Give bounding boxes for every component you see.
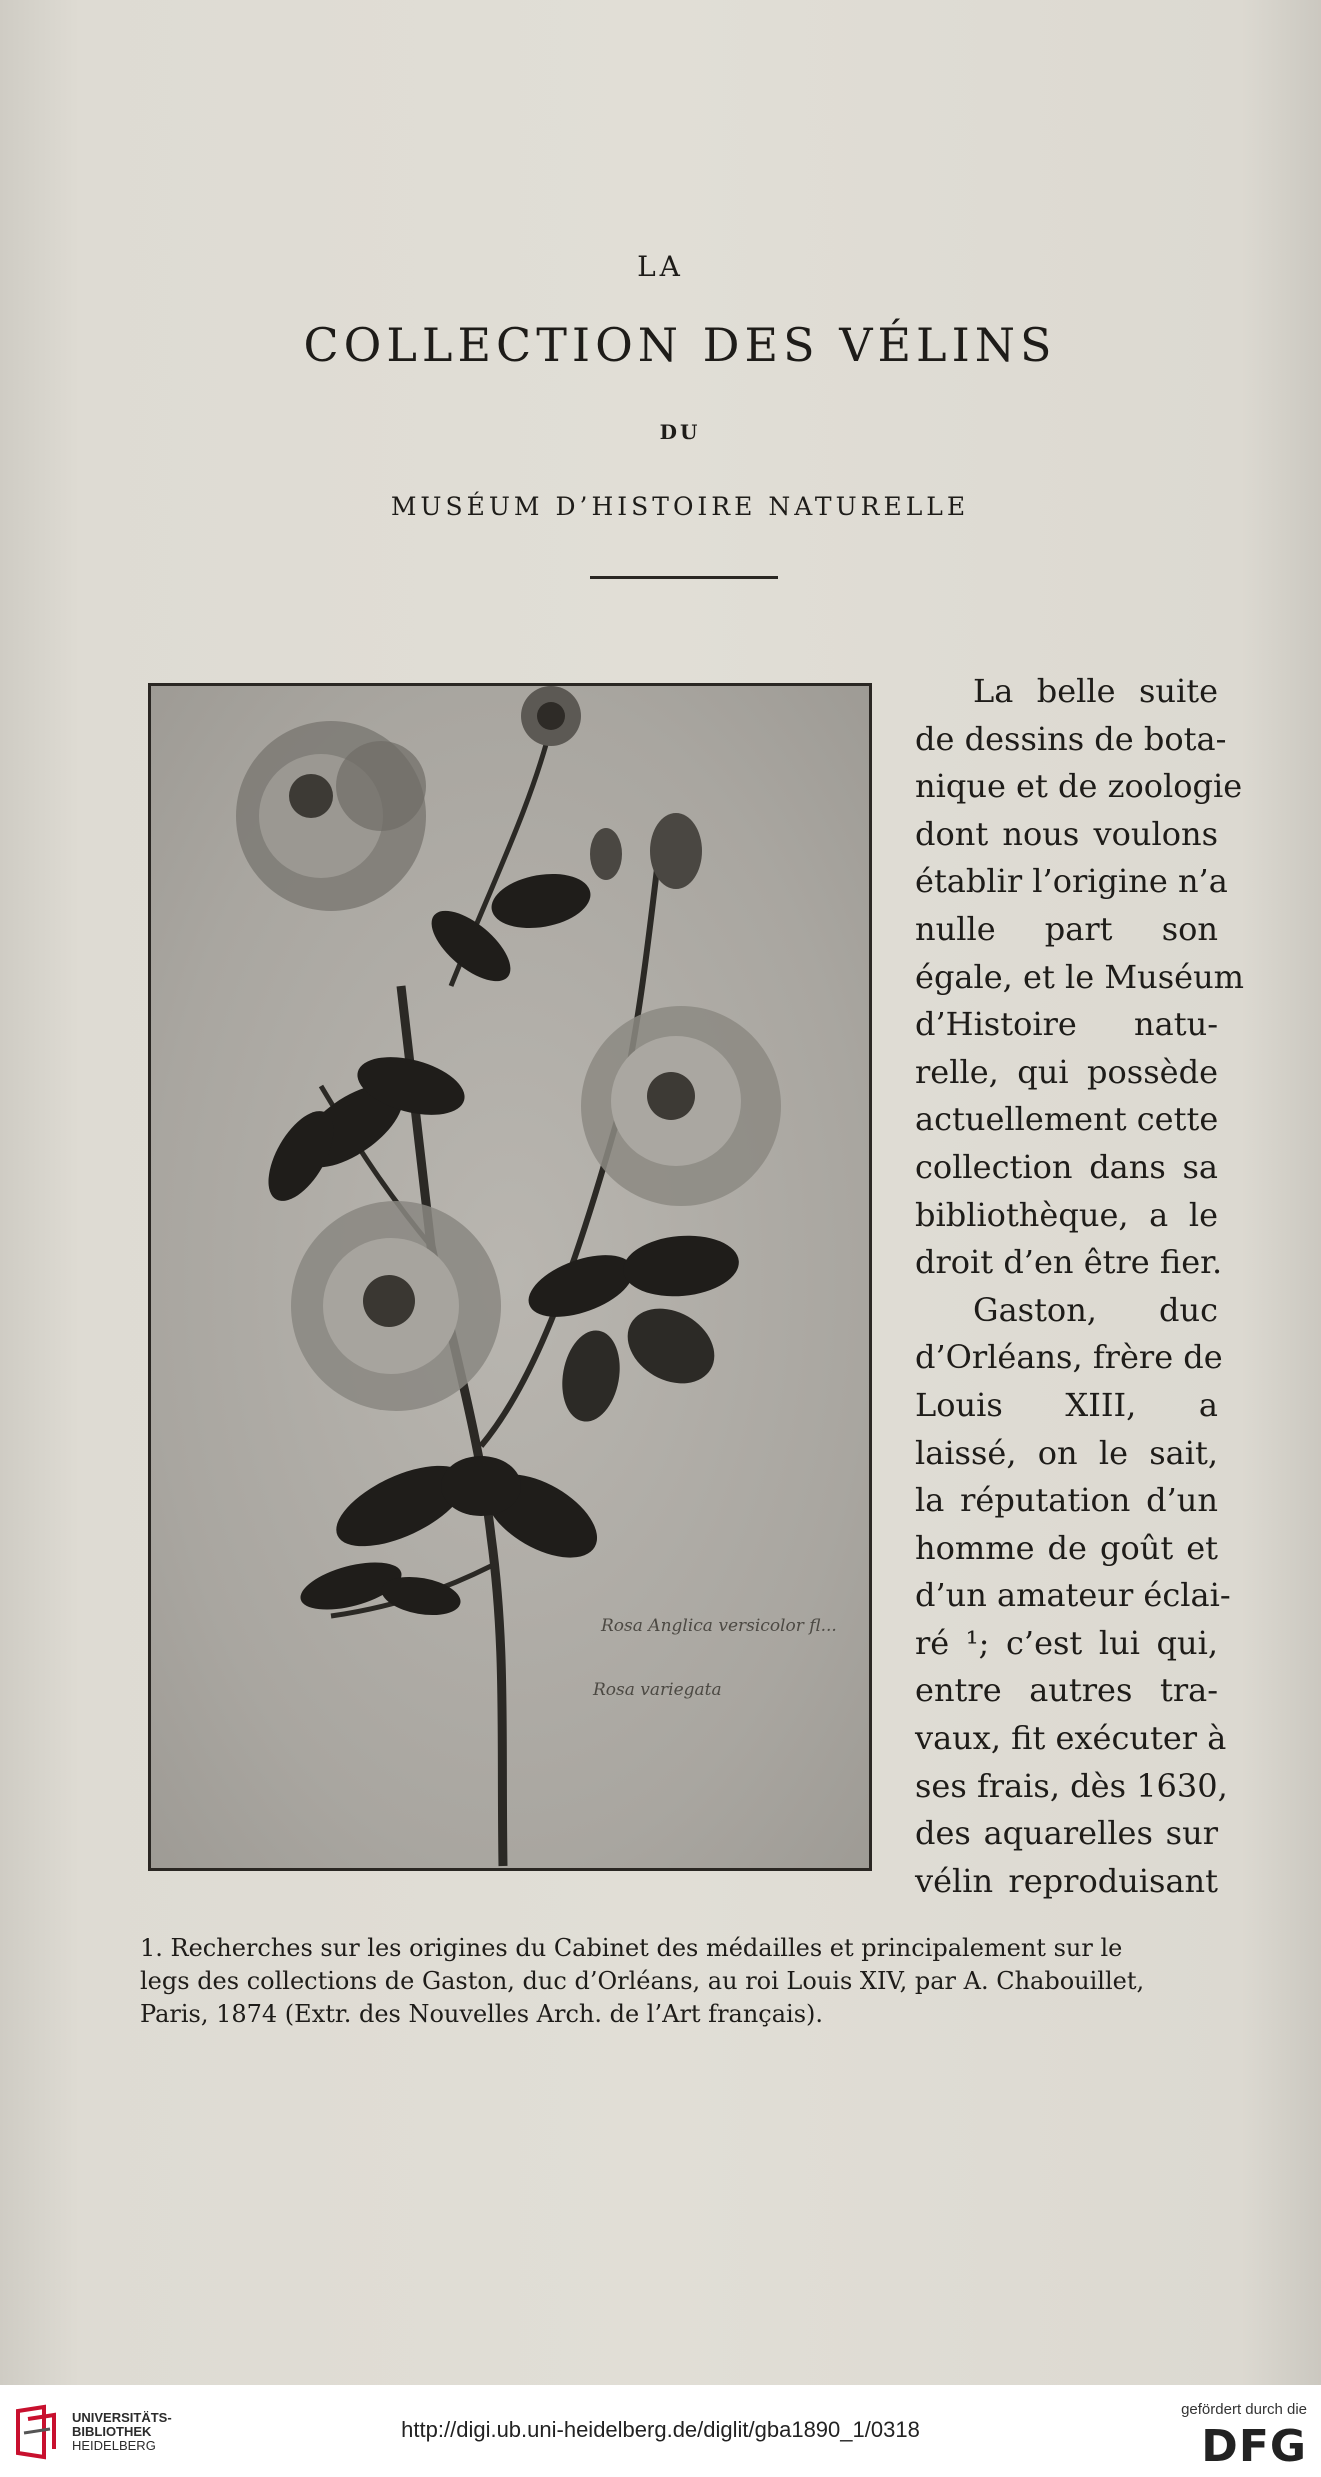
text-line: homme de goût et xyxy=(915,1528,1218,1567)
text-line: droit d’en être fier. xyxy=(915,1243,1223,1282)
text-line: Louis XIII, a xyxy=(915,1385,1218,1424)
botanical-plate-image xyxy=(148,683,872,1871)
text-line: nique et de zoologie xyxy=(915,767,1243,806)
plate-caption-1: Rosa Anglica versicolor fl... xyxy=(601,1616,837,1636)
dfg-logo: DFG xyxy=(1201,2421,1307,2472)
rose-illustration xyxy=(151,686,869,1868)
viewer-footer xyxy=(0,2385,1321,2477)
text-line: entre autres tra- xyxy=(915,1671,1218,1710)
text-line: de dessins de bota- xyxy=(915,719,1227,758)
text-line: vaux, fit exécuter à xyxy=(915,1719,1227,1758)
text-line: La belle suite xyxy=(973,672,1218,710)
permalink-url[interactable]: http://digi.ub.uni-heidelberg.de/diglit/gba1890_1/0318 xyxy=(401,2417,920,2442)
footnote-line: 1. Recherches sur les origines du Cabinet des médailles et principalement sur le xyxy=(140,1934,1123,1962)
text-line: dont nous voulons xyxy=(915,814,1218,853)
text-line: égale, et le Muséum xyxy=(915,957,1245,996)
library-name: UNIVERSITÄTS- BIBLIOTHEK HEIDELBERG xyxy=(72,2410,172,2453)
text-line: actuellement cette xyxy=(915,1100,1219,1139)
text-line: Gaston, duc xyxy=(973,1290,1218,1329)
text-line: d’un amateur éclai- xyxy=(915,1576,1231,1615)
footnote-line: legs des collections de Gaston, duc d’Orléans, au roi Louis XIV, par A. Chabouillet, xyxy=(140,1967,1145,1995)
funding-label: gefördert durch die xyxy=(1181,2401,1307,2418)
text-line: ses frais, dès 1630, xyxy=(915,1766,1228,1805)
text-line: la réputation d’un xyxy=(915,1481,1218,1520)
text-line: des aquarelles sur xyxy=(915,1814,1218,1853)
text-line: bibliothèque, a le xyxy=(915,1195,1218,1234)
page-title: COLLECTION DES VÉLINS xyxy=(303,318,1057,372)
text-line: établir l’origine n’a xyxy=(915,862,1228,901)
footnote xyxy=(140,1932,1220,2031)
body-text-column xyxy=(915,668,1245,1905)
text-line: collection dans sa xyxy=(915,1147,1218,1186)
title-connector: DU xyxy=(659,420,701,444)
title-divider xyxy=(590,576,778,579)
plate-caption-2: Rosa variegata xyxy=(593,1680,722,1700)
footnote-line: Paris, 1874 (Extr. des Nouvelles Arch. de l’Art français). xyxy=(140,2000,824,2028)
text-line: relle, qui possède xyxy=(915,1052,1218,1091)
text-line: nulle part son xyxy=(915,909,1218,948)
page-subtitle: MUSÉUM D’HISTOIRE NATURELLE xyxy=(390,492,970,521)
title-article: LA xyxy=(637,250,684,283)
text-line: vélin reproduisant xyxy=(915,1861,1218,1900)
text-line: ré ¹; c’est lui qui, xyxy=(915,1623,1218,1662)
text-line: d’Histoire natu- xyxy=(915,1005,1218,1044)
text-line: d’Orléans, frère de xyxy=(915,1338,1223,1377)
text-line: laissé, on le sait, xyxy=(915,1433,1218,1472)
